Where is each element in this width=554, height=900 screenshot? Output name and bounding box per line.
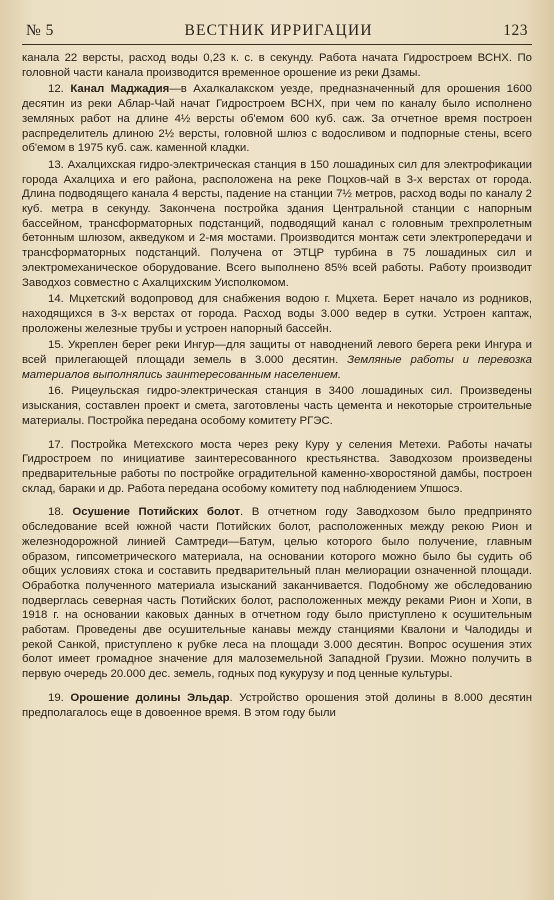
item-number: 12. [48,83,64,96]
article-body [22,51,532,720]
paragraph-item-17 [22,438,532,497]
item-title: Осушение Потийских болот [72,506,240,519]
item-number: 14. [48,293,64,306]
paragraph-item-19 [22,691,532,720]
paragraph-text: Ахалцихская гидро-электрическая станция в 150 лошадиных сил для электрофикации города Ахалциха и его района, расположена на реке Поцхов-чай в 3-х верстах от города. Длина подводящего канала 4 версты, падение на станции 7½ метров, расход воды по каналу 2 куб. метра в секунду. Закончена постройка здания Центральной станции с напорным бассейном, трансформаторных подстанций, подводящий канал с головным трехпролетным бетонным шлюзом, акведуком и 2-мя мостами. Производится монтаж сети электропередачи и трансформаторных подстанций. Получена от ЭТЦР турбина в 75 лошадиных сил и электромеханическое оборудование. Всего выполнено 85% всей работы. Работу производит Заводхоз совместно с Ахалцихским Уисполкомом. [22,158,532,289]
paragraph-item-14 [22,292,532,336]
paragraph-text: Рицеульская гидро-электрическая станция в 3400 лошадиных сил. Произведены изыскания, составлен проект и смета, заготовлены часть цемента и некоторые строительные материалы. Постройка передана особому комитету РГЭС. [22,385,532,427]
paragraph-item-13 [22,158,532,290]
issue-number: № 5 [26,22,54,39]
paragraph-text: Постройка Метехского моста через реку Куру у селения Метехи. Работы начаты Гидростроем по инициативе заинтересованного крестьянства. Заводхозом произведены предварительные работы по постройке оградительной каменно-хворостяной дамбы, построен склад, бараки и др. Работа передана особому комитету под наблюдением Упшосэ. [22,438,533,495]
paragraph-text: —в Ахалкалакском уезде, предназначенный для орошения 1600 десятин из реки Аблар-Чай начат Гидростроем ВСНХ, при чем по каналу было исполнено земляных работ на длине 4½ версты об'емом 600 куб. саж. За отчетное время построен распределитель длиною 2½ версты, головной шлюз с водосливом и подпорные стены, всего об'емом в 1975 куб. саж. каменной кладки. [22,83,532,155]
paragraph-text: . Устройство орошения этой долины в 8.000 десятин предполагалось еще в довоенное время. В этом году были [22,691,533,719]
paragraph-item-15 [22,338,532,382]
item-number: 17. [48,438,64,451]
paragraph-text: канала 22 версты, расход воды 0,23 к. с. в секунду. Работа начата Гидростроем ВСНХ. По головной части канала производится временное орошение из реки Дзамы. [22,52,532,79]
item-number: 13. [48,158,64,171]
item-title: Канал Маджадия [70,83,170,96]
paragraph-item-18 [22,505,532,681]
paragraph-text: Укреплен берег реки Ингур—для защиты от наводнений левого берега реки Ингура и всей прилегающей площади земель в 3.000 десятин. [22,339,533,367]
item-number: 18. [48,506,64,519]
item-number: 16. [48,385,64,398]
item-number: 15. [48,339,64,352]
paragraph-italic-note: Земляные работы и перевозка материалов выполнялись заинтересованным населением. [22,354,532,381]
paragraph-text: . В отчетном году Заводхозом было предпринято обследование всей южной части Потийских болот, расположенных между рекою Рион и железнодорожной линией Самтреди—Батум, целью которого было получение, главным образом, гипсометрического материала, на основании которого можно было бы судить об общих условиях стока и составить предварительный план мелиорации означенной площади. Обработка полученного материала изысканий заканчивается. Подобному же обследованию подверглась северная часть Потийских болот, расположенных между реками Рион и Хопи, в 1918 г. на основании каковых данных в отчетном году было приступлено к осушительным работам. Проведены две осушительные канавы между станциями Квалони и Чалодиды и рекой Санкой, приступлено к рубке леса на площади 3.000 десятин. Вопрос осушения этих болот имеет громадное значение для малоземельной Западной Грузии. Можно получить в первую очередь 20.000 дес. земель, годных под кукурузу и под ценные культуры. [22,506,532,681]
item-title: Орошение долины Эльдар [70,691,230,704]
page-header [22,22,532,45]
paragraph-item-16 [22,384,532,428]
paragraph-item-12 [22,82,532,156]
paragraph-text: Мцхетский водопровод для снабжения водою г. Мцхета. Берет начало из родников, находящихся в 3-х верстах от города. Расход воды 3.000 ведер в сутки. Устроен каптаж, проложены железные трубы и устроен напорный бассейн. [22,293,532,335]
paragraph-continued [22,51,532,80]
item-number: 19. [48,691,64,704]
journal-title: ВЕСТНИК ИРРИГАЦИИ [184,22,373,39]
page-number: 123 [503,22,528,39]
